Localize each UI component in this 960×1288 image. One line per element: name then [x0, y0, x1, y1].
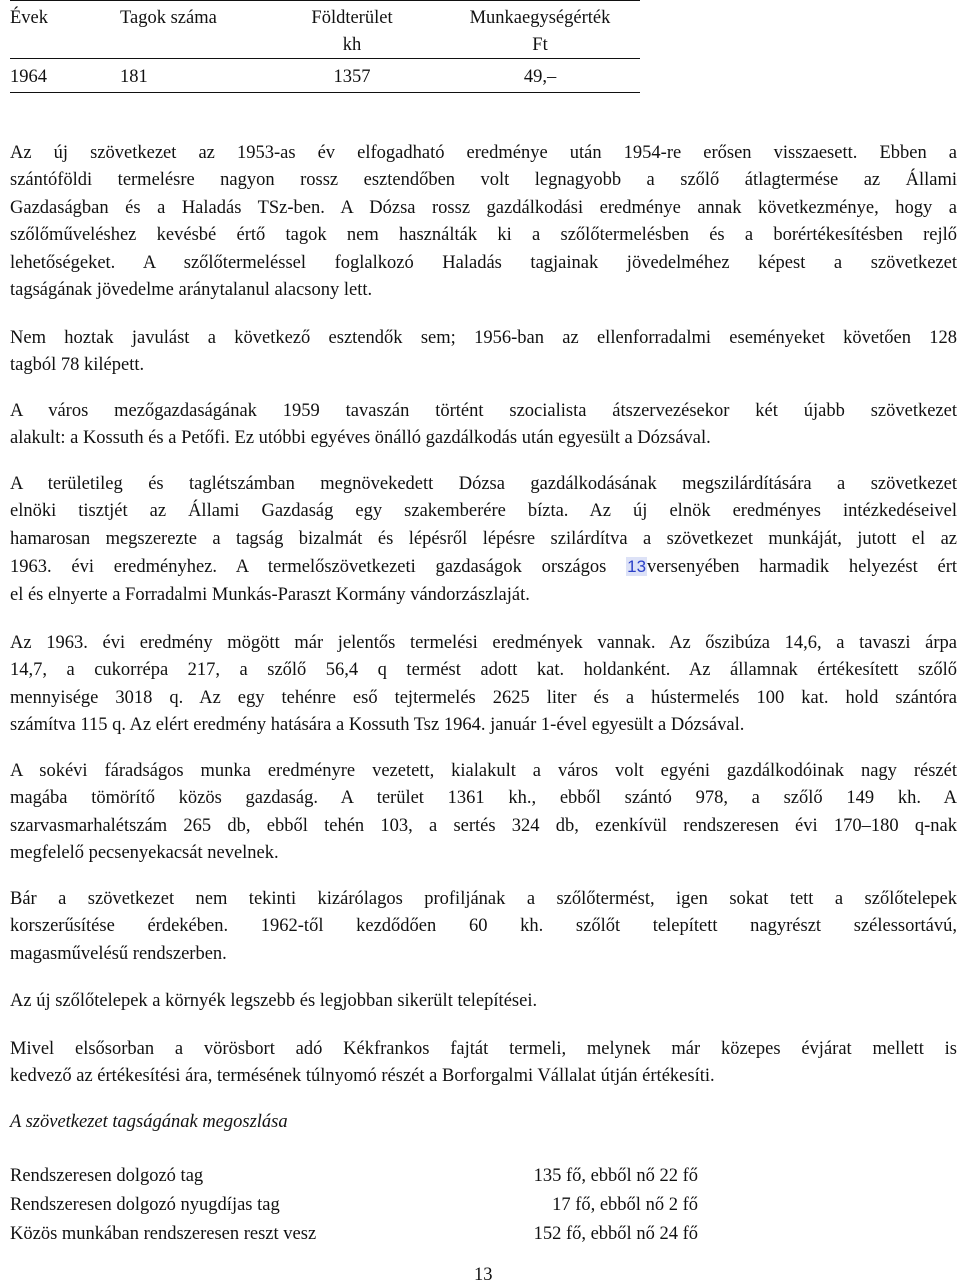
paragraph-9: [10, 1036, 957, 1091]
header-work-unit-value-label: Munkaegységérték: [469, 8, 611, 28]
membership-row: [10, 1161, 710, 1191]
membership-value: 135 fő, ebből nő 22 fő: [533, 1166, 698, 1186]
header-land-area-unit: kh: [342, 35, 362, 55]
paragraph-line: szarvasmarhalétszám 265 db, ebből tehén 103, a sertés 324 db, ezenkívül rendszeresen évi 170–180 q-nak: [10, 815, 957, 836]
paragraph-8: [10, 988, 957, 1015]
cell-work-unit-value: 49,–: [523, 67, 557, 87]
paragraph-line: megfelelő pecsenyekacsát nevelnek.: [10, 843, 279, 864]
membership-label: Közös munkában rendszeresen reszt vesz: [10, 1224, 317, 1244]
paragraph-line: magasművelésű rendszerben.: [10, 943, 227, 964]
section-heading: A szövetkezet tagságának megoszlása: [10, 1112, 288, 1132]
paragraph-line: Nem hoztak javulást a következő esztendők sem; 1956-ban az ellenforradalmi eseményeket követően 128: [10, 328, 957, 348]
table-rule-top: [10, 0, 640, 1]
paragraph-line: hamarosan megszerezte a tagság bizalmát és lépésről lépésre szilárdítva a szövetkezet munkáját, jutott el az: [10, 528, 957, 549]
paragraph-line: Az új szőlőtelepek a környék legszebb és legjobban sikerült telepítései.: [10, 991, 538, 1011]
paragraph-4: [10, 471, 957, 609]
paragraph-line: kedvező az értékesítési ára, termésének túlnyomó részét a Borforgalmi Vállalat útján értékesíti.: [10, 1066, 715, 1087]
membership-label: Rendszeresen dolgozó nyugdíjas tag: [10, 1195, 280, 1215]
paragraph-line: mennyisége 3018 q. Az egy tehénre eső tejtermelés 2625 liter és a hústermelés 100 kat. hold szántóra: [10, 687, 957, 708]
paragraph-line: A területileg és taglétszámban megnövekedett Dózsa gazdálkodásának megszilárdítására a szövetkezet: [10, 474, 957, 494]
paragraph-line: számítva 115 q. Az elért eredmény hatására a Kossuth Tsz 1964. január 1-ével egyesült a Dózsával.: [10, 715, 745, 736]
cell-year: 1964: [10, 67, 47, 87]
paragraph-line: Gazdaságban és a Haladás TSz-ben. A Dózsa rossz gazdálkodási eredménye annak következménye, hogy a: [10, 197, 957, 218]
cell-land-area: 1357: [333, 67, 371, 87]
paragraph-3: [10, 398, 957, 453]
paragraph-line-start: 1963. évi eredményhez. A termelőszövetkezeti gazdaságok országos: [10, 557, 627, 578]
membership-label: Rendszeresen dolgozó tag: [10, 1166, 204, 1186]
footnote-reference[interactable]: 13: [627, 557, 647, 577]
membership-value: 17 fő, ebből nő 2 fő: [552, 1195, 698, 1215]
paragraph-2: [10, 325, 957, 380]
paragraph-line: Bár a szövetkezet nem tekinti kizárólagos profiljának a szőlőtermést, igen sokat tett a szőlőtelepek: [10, 889, 957, 909]
paragraph-line: Mivel elsősorban a vörösbort adó Kékfrankos fajtát termeli, melynek már közepes évjárat mellett is: [10, 1039, 957, 1059]
table-rule-bottom: [10, 92, 640, 93]
paragraph-line: szőlőműveléshez kevésbé értő tagok nem használták ki a szőlőtermelésben és a borértékesítésben rejlő: [10, 225, 957, 246]
paragraph-line: A város mezőgazdaságának 1959 tavaszán történt szocialista átszervezésekor két újabb szövetkezet: [10, 401, 957, 421]
header-years-label: Évek: [10, 8, 49, 28]
paragraph-line: tagságának jövedelme aránytalanul alacsony lett.: [10, 280, 373, 301]
header-land-area: [302, 5, 402, 59]
paragraph-line: tagból 78 kilépett.: [10, 355, 145, 376]
paragraph-line: elnöki tisztjét az Állami Gazdaság egy szakemberére bízta. Az új elnök eredményes intézkedéseivel: [10, 501, 957, 522]
paragraph-line: magába tömörítő közös gazdaság. A terület 1361 kh., ebből szántó 978, a szőlő 149 kh. A: [10, 788, 957, 809]
membership-value: 152 fő, ebből nő 24 fő: [533, 1224, 698, 1244]
paragraph-1: [10, 140, 957, 304]
header-members: [120, 5, 217, 32]
paragraph-6: [10, 758, 957, 868]
membership-row: [10, 1190, 710, 1220]
cell-members: 181: [120, 67, 148, 87]
paragraph-line-with-footnote: [10, 553, 957, 581]
table-rule-header: [10, 58, 640, 59]
header-work-unit-value-unit: Ft: [532, 35, 548, 55]
paragraph-line: A sokévi fáradságos munka eredményre vezetett, kialakult a város volt egyéni gazdálkodóinak nagy részét: [10, 761, 957, 781]
paragraph-5: [10, 630, 957, 740]
paragraph-7: [10, 886, 957, 968]
paragraph-line: korszerűsítése érdekében. 1962-től kezdődően 60 kh. szőlőt telepített nagyrészt szélessortávú,: [10, 916, 957, 937]
header-years: [10, 5, 48, 32]
paragraph-line: el és elnyerte a Forradalmi Munkás-Paraszt Kormány vándorzászlaját.: [10, 584, 530, 605]
page-number: 13: [474, 1265, 493, 1285]
membership-row: [10, 1219, 710, 1249]
header-members-label: Tagok száma: [120, 8, 217, 28]
paragraph-line: alakult: a Kossuth és a Petőfi. Ez utóbbi egyéves önálló gazdálkodás után egyesült a Dózsával.: [10, 428, 711, 449]
header-land-area-label: Földterület: [311, 8, 393, 28]
paragraph-line-end: versenyében harmadik helyezést ért: [647, 557, 958, 578]
paragraph-line: szántóföldi termelésre nagyon rossz esztendőben volt legnagyobb a szőlő átlagtermése az Állami: [10, 170, 957, 191]
paragraph-line: lehetőségeket. A szőlőtermeléssel foglalkozó Haladás tagjainak jövedelméhez képest a szövetkezet: [10, 252, 957, 273]
paragraph-line: 14,7, a cukorrépa 217, a szőlő 56,4 q termést adott kat. holdanként. Az államnak értékesített szőlő: [10, 660, 957, 681]
paragraph-line: Az 1963. évi eredmény mögött már jelentős termelési eredmények vannak. Az őszibúza 14,6, a tavaszi árpa: [10, 633, 957, 653]
paragraph-line: Az új szövetkezet az 1953-as év elfogadható eredménye után 1954-re erősen visszaesett. Ebben a: [10, 143, 957, 163]
header-work-unit-value: [450, 5, 630, 59]
